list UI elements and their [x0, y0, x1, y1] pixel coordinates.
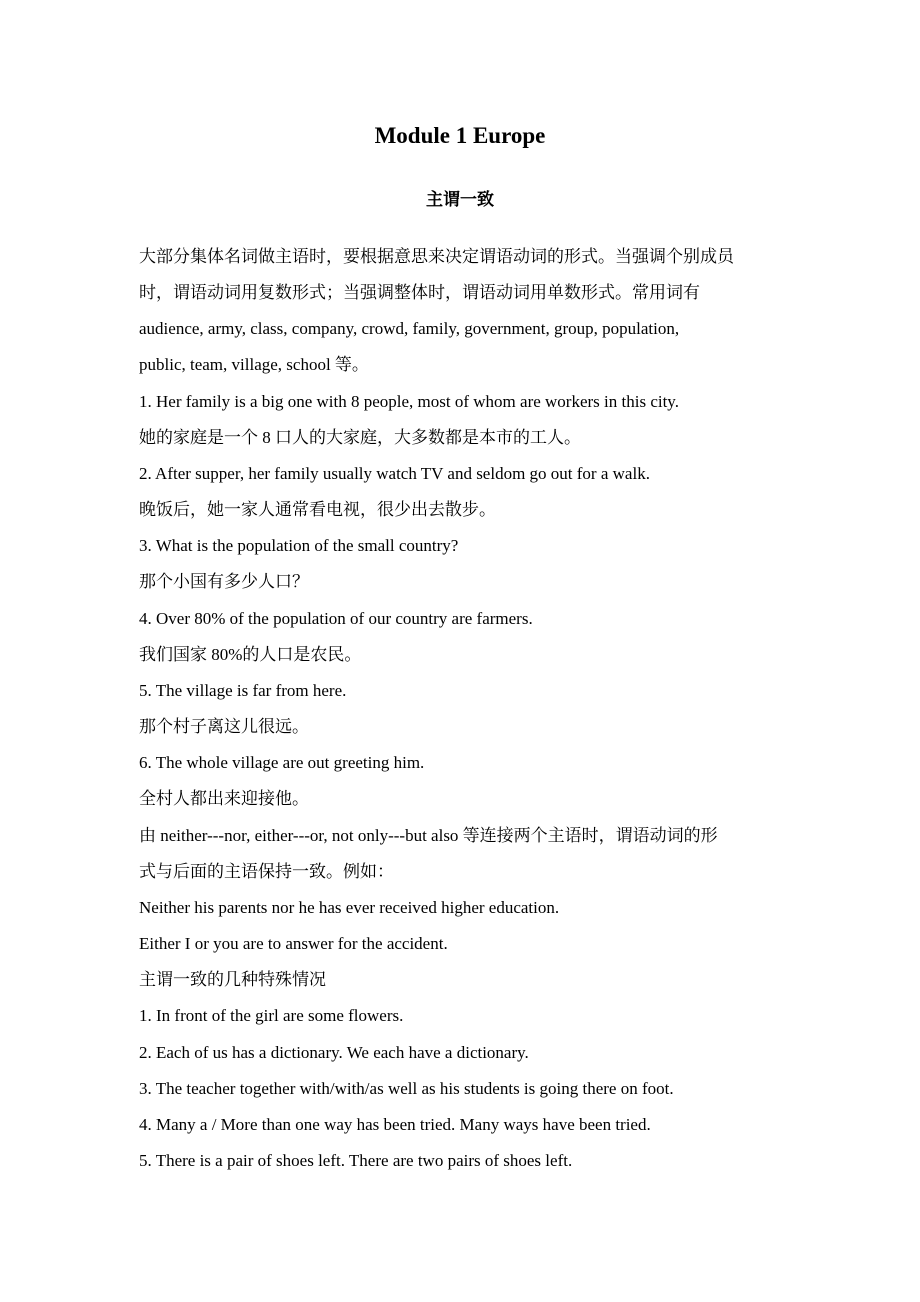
example-translation: 全村人都出来迎接他。 — [139, 789, 309, 808]
paragraph-line: public, team, village, school 等。 — [139, 355, 369, 374]
example-translation: 晚饭后，她一家人通常看电视，很少出去散步。 — [139, 500, 496, 519]
example-sentence: 4. Over 80% of the population of our country are farmers. — [139, 609, 533, 628]
example-sentence: 6. The whole village are out greeting him. — [139, 753, 425, 772]
example-sentence: 4. Many a / More than one way has been tried. Many ways have been tried. — [139, 1115, 651, 1134]
example-sentence: 1. Her family is a big one with 8 people, most of whom are workers in this city. — [139, 392, 679, 411]
example-sentence: 2. Each of us has a dictionary. We each have a dictionary. — [139, 1043, 529, 1062]
example-sentence: Either I or you are to answer for the accident. — [139, 934, 448, 953]
paragraph-line: audience, army, class, company, crowd, family, government, group, population, — [139, 319, 680, 338]
example-sentence: 1. In front of the girl are some flowers. — [139, 1006, 404, 1025]
example-sentence: 5. There is a pair of shoes left. There are two pairs of shoes left. — [139, 1151, 573, 1170]
example-sentence: 3. The teacher together with/with/as well as his students is going there on foot. — [139, 1079, 674, 1098]
paragraph-line: 大部分集体名词做主语时，要根据意思来决定谓语动词的形式。当强调个别成员 — [139, 247, 734, 266]
example-translation: 她的家庭是一个 8 口人的大家庭，大多数都是本市的工人。 — [139, 428, 581, 447]
example-translation: 我们国家 80%的人口是农民。 — [139, 645, 362, 664]
paragraph-line: 由 neither---nor, either---or, not only---but also 等连接两个主语时，谓语动词的形 — [139, 826, 718, 845]
subsection-heading: 主谓一致的几种特殊情况 — [139, 970, 326, 989]
example-sentence: 2. After supper, her family usually watch TV and seldom go out for a walk. — [139, 464, 650, 483]
example-sentence: Neither his parents nor he has ever received higher education. — [139, 898, 560, 917]
paragraph-line: 式与后面的主语保持一致。例如： — [139, 862, 394, 881]
example-sentence: 3. What is the population of the small country? — [139, 536, 459, 555]
page-title: Module 1 Europe — [374, 123, 546, 148]
section-heading: 主谓一致 — [426, 190, 494, 210]
example-sentence: 5. The village is far from here. — [139, 681, 347, 700]
example-translation: 那个小国有多少人口？ — [139, 572, 309, 591]
example-translation: 那个村子离这儿很远。 — [139, 717, 309, 736]
paragraph-line: 时，谓语动词用复数形式；当强调整体时，谓语动词用单数形式。常用词有 — [139, 283, 700, 302]
